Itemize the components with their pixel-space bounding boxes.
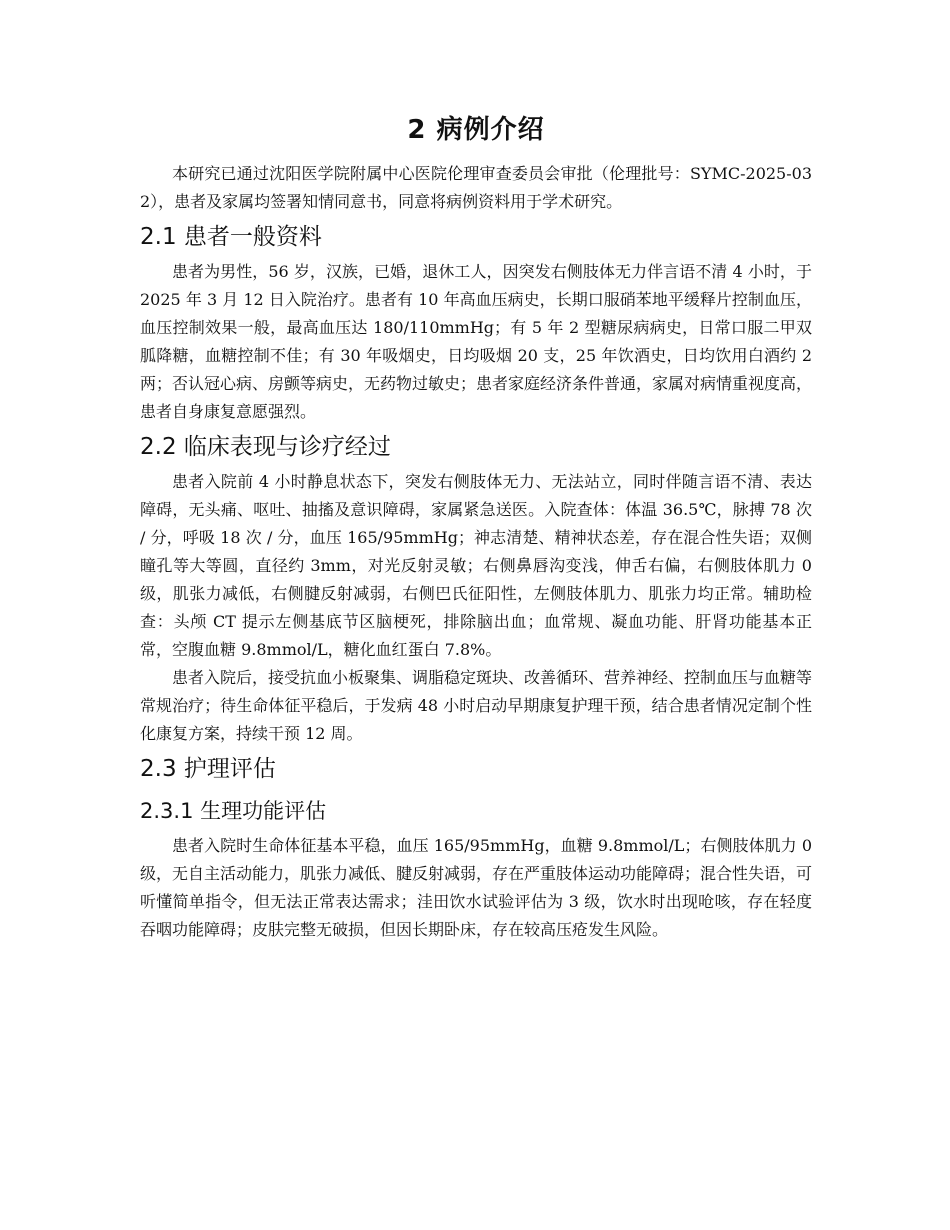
physiological-assessment-paragraph: 患者入院时生命体征基本平稳，血压 165/95mmHg，血糖 9.8mmol/L；右侧肢体肌力 0 级，无自主活动能力，肌张力减低、腱反射减弱，存在严重肢体运动功能障碍；混合性失语，可听懂简单指令，但无法正常表达需求；洼田饮水试验评估为 3 级，饮水时出现呛咳，存在轻度吞咽功能障碍；皮肤完整无破损，但因长期卧床，存在较高压疮发生风险。	[140, 836, 813, 939]
subsection-2-3-1-title: 2.3.1 生理功能评估	[140, 799, 327, 823]
chapter-title: 2 病例介绍	[407, 115, 545, 145]
treatment-course-paragraph: 患者入院后，接受抗血小板聚集、调脂稳定斑块、改善循环、营养神经、控制血压与血糖等常规治疗；待生命体征平稳后，于发病 48 小时启动早期康复护理干预，结合患者情况定制个性化康复方案，持续干预 12 周。	[140, 668, 813, 743]
patient-general-info-paragraph: 患者为男性，56 岁，汉族，已婚，退休工人，因突发右侧肢体无力伴言语不清 4 小时，于 2025 年 3 月 12 日入院治疗。患者有 10 年高血压病史，长期口服硝苯地平缓释片控制血压，血压控制效果一般，最高血压达 180/110mmHg；有 5 年 2 型糖尿病病史，日常口服二甲双胍降糖，血糖控制不佳；有 30 年吸烟史，日均吸烟 20 支，25 年饮酒史，日均饮用白酒约 2 两；否认冠心病、房颤等病史，无药物过敏史；患者家庭经济条件普通，家属对病情重视度高，患者自身康复意愿强烈。	[140, 262, 813, 421]
clinical-presentation-paragraph: 患者入院前 4 小时静息状态下，突发右侧肢体无力、无法站立，同时伴随言语不清、表达障碍，无头痛、呕吐、抽搐及意识障碍，家属紧急送医。入院查体：体温 36.5℃，脉搏 78 次 / 分，呼吸 18 次 / 分，血压 165/95mmHg；神志清楚、精神状态差，存在混合性失语；双侧瞳孔等大等圆，直径约 3mm，对光反射灵敏；右侧鼻唇沟变浅，伸舌右偏，右侧肢体肌力 0 级，肌张力减低，右侧腱反射减弱，右侧巴氏征阳性，左侧肢体肌力、肌张力均正常。辅助检查：头颅 CT 提示左侧基底节区脑梗死，排除脑出血；血常规、凝血功能、肝肾功能基本正常，空腹血糖 9.8mmol/L，糖化血红蛋白 7.8%。	[140, 472, 812, 659]
section-2-2-title: 2.2 临床表现与诊疗经过	[140, 434, 391, 460]
ethics-statement-paragraph: 本研究已通过沈阳医学院附属中心医院伦理审查委员会审批（伦理批号：SYMC-2025-032），患者及家属均签署知情同意书，同意将病例资料用于学术研究。	[140, 164, 812, 211]
section-2-1-title: 2.1 患者一般资料	[140, 224, 322, 250]
document-body	[140, 108, 812, 944]
section-2-3-title: 2.3 护理评估	[140, 756, 276, 782]
